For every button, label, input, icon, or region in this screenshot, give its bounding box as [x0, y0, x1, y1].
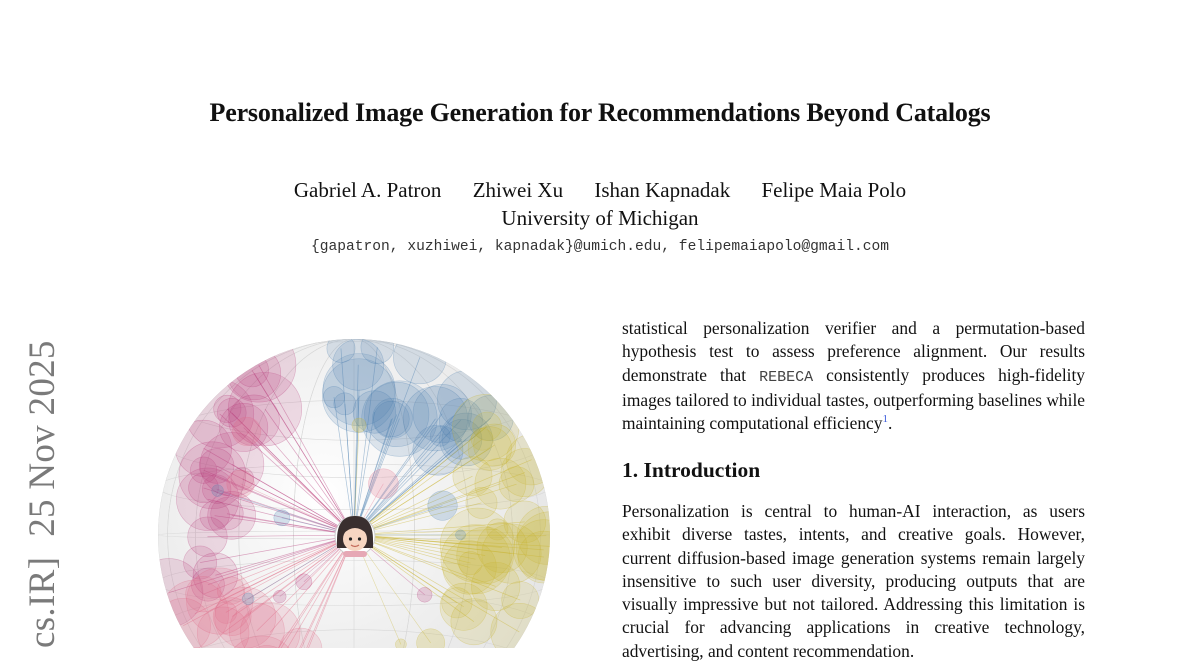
paper-title: Personalized Image Generation for Recommendations Beyond Catalogs [0, 98, 1200, 128]
preference-blob [352, 418, 366, 432]
author-list [0, 178, 1200, 203]
abstract-text: . [888, 413, 892, 433]
footnote-link[interactable]: 1 [882, 413, 888, 425]
preference-blob [459, 551, 482, 574]
preference-blob [417, 587, 432, 602]
arxiv-category: cs.IR] [22, 557, 63, 648]
section-heading: 1. Introduction [622, 458, 760, 483]
preference-blob [393, 331, 446, 384]
abstract-text: statistical personalization verifier and a permutation-based hypothesis test to assess preference alignment. Our results demonstrate that [622, 318, 1085, 385]
preference-blob [323, 354, 395, 426]
preference-blob [296, 574, 312, 590]
arxiv-side-stamp [21, 340, 64, 648]
abstract-continuation [622, 317, 1085, 435]
preference-blob [475, 458, 526, 509]
preference-sphere [140, 320, 570, 648]
preference-blob [212, 485, 224, 497]
affiliation: University of Michigan [0, 206, 1200, 231]
preference-blob [242, 593, 254, 605]
preference-blob [395, 639, 406, 648]
preference-blob [428, 491, 458, 521]
intro-paragraph [622, 500, 1085, 663]
author-name: Ishan Kapnadak [594, 178, 730, 202]
user-avatar-icon [335, 516, 375, 557]
author-name: Felipe Maia Polo [761, 178, 906, 202]
preference-blob [274, 510, 290, 526]
arxiv-date: 25 Nov 2025 [22, 340, 63, 537]
method-name: REBECA [759, 369, 813, 386]
preference-blob [227, 470, 254, 497]
abstract-text: consistently produces high-fidelity images tailored to individual tastes, outperforming baselines while maintaining computational efficiency [622, 365, 1085, 434]
author-emails: {gapatron, xuzhiwei, kapnadak}@umich.edu, felipemaiapolo@gmail.com [0, 239, 1200, 255]
preference-blob [235, 354, 268, 387]
author-name: Gabriel A. Patron [294, 178, 442, 202]
preference-blob [368, 469, 398, 499]
preference-sphere-figure [140, 320, 570, 648]
preference-blob [273, 590, 286, 603]
preference-blob [456, 530, 466, 540]
author-name: Zhiwei Xu [473, 178, 563, 202]
intro-text: Personalization is central to human-AI interaction, as users exhibit diverse tastes, intents, and creative goals. However, current diffusion-based image generation systems remain largely insensitive to such user diversity, producing outputs that are visually impressive but not tailored. Addressing this limitation is crucial for advancing applications in creative technology, advertising, and content recommendation. [622, 500, 1085, 663]
preference-blob [232, 417, 260, 445]
preference-blob [518, 531, 570, 583]
